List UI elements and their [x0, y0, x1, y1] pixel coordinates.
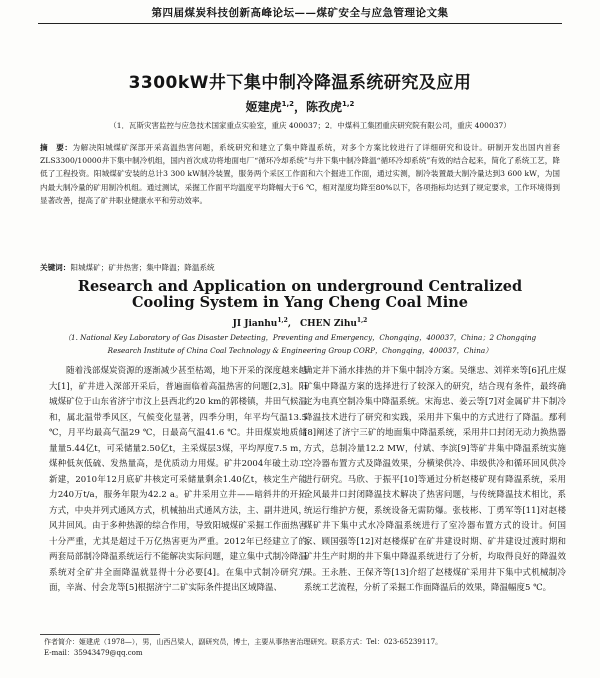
- affiliation-en: [30, 332, 570, 357]
- abstract-text: 为解决阳城煤矿深部开采高温热害问题，系统研究和建立了集中降温系统，对多个方案比较进行了详细研究和设计。研制开发出国内首套ZLS3300/10000井下集中制冷机组，国内首次成功将地面电厂“循环冷却系统”与井下集中制冷降温“循环冷却系统”有效的结合起来，简化了系统工艺，降低了工程投资。阳城煤矿安装的总计3 300 kW制冷装置，服务两个采区工作面和六个掘进工作面，通过实测，制冷装置最大制冷量达到3 600 kW，为国内最大制冷量的矿用制冷机组。通过测试，采掘工作面平均温度平均降幅大于6 ℃，相对湿度均降至80%以下，各项指标均达到了规定要求，工作环境得到显著改善，提高了矿井职业健康水平和劳动效率。: [40, 143, 561, 205]
- title-en-line: Research and Application on underground Centralized: [77, 278, 523, 295]
- author-affil-mark: 1,2: [277, 317, 288, 324]
- author-name: 姬建虎: [245, 100, 282, 114]
- running-title: 第四届煤炭科技创新高峰论坛——煤矿安全与应急管理论文集: [151, 7, 449, 19]
- paper-title-en: [0, 279, 600, 311]
- footnote-email: E-mail：35943479@qq.com: [44, 649, 143, 657]
- author-separator: ，: [293, 100, 306, 114]
- abstract-cn: [40, 141, 560, 207]
- title-en-line: Cooling System in Yang Cheng Coal Mine: [132, 294, 468, 311]
- keywords-cn: [40, 262, 560, 273]
- body-column-left: [49, 364, 307, 597]
- body-paragraph: 确定并下涌水排热的并下集中制冷方案。吴继忠、刘祥来等[6]孔庄煤矿集中降温方案的选择进行了较深入的研究，结合现有条件，最终确定为电真空制冷集中降温系统。宋海忠、姜云等[7]对金属矿井下制冷降温技术进行了研究和实践，采用井下集中的方式进行了降温。鄢利[8]阐述了济宁三矿的地面集中降温系统，采用井口封闭无动力换热器方式，总制冷量12.2 MW，付斌、李滨[9]等矿井集中降温系统实施空冷器布置方式及降温效果，分横梁供冷、串级供冷和循环回风供冷进行研究。马欣、于振平[10]等通过分析赵楼矿现有降温系统，采用全风最井口封闭降温技术解决了热害问题，与传统降温技术相比，系统运行维护方便，系统设备无需防爆。张枝彬、丁勇军等[11]对赵楼煤矿井下集中式水冷降温系统进行了室冷器布置方式的设计。何国家、顾国强等[12]对赵楼煤矿在矿井建设时期、矿井建设过渡时期和矿井生产时期的井下集中降温系统进行了分析，均取得良好的降温效果。王永胜、王保齐等[13]介绍了赵楼煤矿采用井下集中式机械制冷系统工艺流程，分析了采掘工作面降温后的效果，降温幅度5 ℃。: [304, 366, 566, 593]
- footnote-line: 作者简介：姬建虎（1978—），男，山西吕梁人，副研究员，博士，主要从事热害治理研究。联系方式：Tel：023-65239117。: [44, 638, 443, 646]
- affiliation-en-line: Research Institute of China Coal Technology & Engineering Group CORP，Chongqing，400037，China）: [107, 345, 493, 355]
- abstract-label: 摘 要：: [40, 143, 73, 152]
- author-affil-mark: 1,2: [281, 100, 294, 108]
- affiliation-cn: （1．瓦斯灾害监控与应急技术国家重点实验室，重庆 400037；2．中煤科工集团重庆研究院有限公司，重庆 400037）: [109, 121, 511, 130]
- author-affil-mark: 1,2: [342, 100, 355, 108]
- author-name: JI Jianhu: [232, 319, 278, 329]
- keywords-label: 关键词：: [40, 263, 71, 272]
- body-paragraph: 随着浅部煤炭资源的逐渐减少甚至枯竭，地下开采的深度越来越大[1]，矿井进入深部开采后，普遍面临着高温热害的问题[2,3]。阳城煤矿位于山东省济宁市汶上县西北约20 km的郭楼镇，井田气候温和，属北温带季风区，气候变化显著，四季分明，年平均气温13.5 ℃，月平均最高气温29 ℃，日最高气温41.6 ℃。井田煤炭地质储量量5.44亿t，可采储量2.50亿t，主采煤层3煤，平均厚度7.5 m，煤种低灰低硫、发热量高，是优质动力用煤。矿井2004年破土动工新建，2010年12月底矿井核定可采储量剩余1.40亿t，核定生产能力240万t/a，服务年限为42.2 a。矿井采用立井——暗斜井的开拓方式，中央并列式通风方式，机械抽出式通风方法，主、副井进风，风井回风。由于多种热源的综合作用，导致阳城煤矿采掘工作面热害十分严重，尤其是超过千万亿热害更为严重。2012年已经建立了的两套局部制冷降温系统运行不能解决实际问题，建立集中式制冷降温系统对全矿井全面降温就显得十分必要[4]。在集中式制冷研究方面，辛嵩、付会龙等[5]根据济宁二矿实际条件提出区域降温、: [49, 366, 307, 593]
- running-header: [38, 5, 562, 24]
- paper-title-cn: 3300kW井下集中制冷降温系统研究及应用: [128, 73, 472, 93]
- author-separator: ,: [287, 319, 300, 329]
- keywords-text: 阳城煤矿；矿井热害；集中降温；降温系统: [70, 263, 215, 272]
- author-affil-mark: 1,2: [356, 317, 368, 324]
- authors-cn: [0, 98, 600, 115]
- author-name: 陈孜虎: [306, 100, 343, 114]
- body-column-right: [304, 364, 566, 597]
- footnote-divider: [40, 634, 160, 635]
- authors-en: [0, 316, 600, 329]
- author-name: CHEN Zihu: [299, 319, 357, 329]
- affiliation-en-line: （1. National Key Laboratory of Gas Disaster Detecting，Preventing and Emergency，Chongqing，400037，China；2 Chongqing: [63, 333, 537, 342]
- author-footnote: [44, 637, 570, 659]
